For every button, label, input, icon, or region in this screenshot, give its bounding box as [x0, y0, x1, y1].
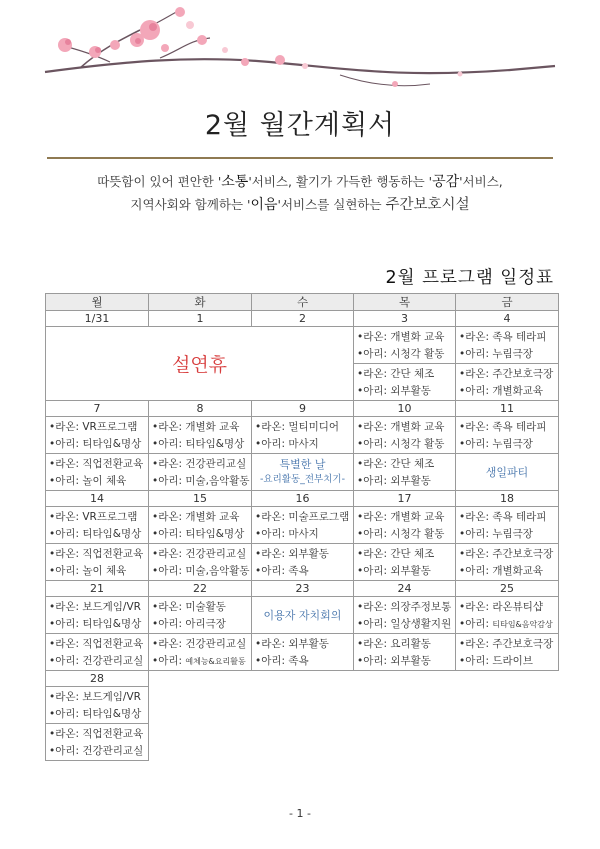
schedule-cell: •라온: 족욕 테라피 •아리: 누림극장	[456, 417, 559, 454]
holiday-cell: 설연휴	[46, 327, 354, 401]
date-cell: 7	[46, 401, 149, 417]
weekday-header: 수	[252, 294, 354, 311]
date-cell: 1	[149, 311, 252, 327]
date-cell: 18	[456, 491, 559, 507]
date-row	[46, 671, 559, 687]
schedule-cell: •라온: VR프로그램 •아리: 티타임&명상	[46, 417, 149, 454]
date-cell: 23	[252, 581, 354, 597]
date-cell: 17	[354, 491, 456, 507]
schedule-cell: •라온: 요리활동 •아리: 외부활동	[354, 634, 456, 671]
date-cell: 10	[354, 401, 456, 417]
schedule-cell: •라온: 건강관리교실 •아리: 예체능&요리활동	[149, 634, 252, 671]
special-event-cell: 특별한 날 -요리활동_전부치기-	[252, 454, 354, 491]
weekday-header: 목	[354, 294, 456, 311]
date-cell: 11	[456, 401, 559, 417]
slogan-line-2: 지역사회와 함께하는 '이음'서비스를 실현하는 주간보호시설	[130, 197, 470, 213]
schedule-cell: •라온: 개별화 교육 •아리: 티타임&명상	[149, 417, 252, 454]
schedule-cell: •라온: 미술활동 •아리: 아리극장	[149, 597, 252, 634]
date-cell: 25	[456, 581, 559, 597]
date-cell: 1/31	[46, 311, 149, 327]
schedule-cell: •라온: 주간보호극장 •아리: 드라이브	[456, 634, 559, 671]
schedule-cell: •라온: VR프로그램 •아리: 티타임&명상	[46, 507, 149, 544]
schedule-cell: •라온: 간단 체조 •아리: 외부활동	[354, 454, 456, 491]
empty-area	[149, 671, 559, 761]
schedule-cell: •라온: 외부활동 •아리: 족욕	[252, 634, 354, 671]
date-row	[46, 491, 559, 507]
schedule-cell: •라온: 직업전환교육 •아리: 놀이 체육	[46, 454, 149, 491]
schedule-cell: •라온: 족욕 테라피 •아리: 누림극장	[456, 327, 559, 364]
date-cell: 22	[149, 581, 252, 597]
special-event-cell: 이용자 자치회의	[252, 597, 354, 634]
date-row	[46, 581, 559, 597]
weekday-header: 월	[46, 294, 149, 311]
schedule-cell: •라온: 개별화 교육 •아리: 티타임&명상	[149, 507, 252, 544]
schedule-cell: •라온: 주간보호극장 •아리: 개별화교육	[456, 364, 559, 401]
weekday-header: 화	[149, 294, 252, 311]
special-event-cell: 생일파티	[456, 454, 559, 491]
cherry-blossom-branch-illustration	[40, 0, 560, 100]
schedule-cell: •라온: 족욕 테라피 •아리: 누림극장	[456, 507, 559, 544]
page-number: - 1 -	[289, 807, 311, 820]
schedule-cell: •라온: 직업전환교육 •아리: 건강관리교실	[46, 634, 149, 671]
schedule-cell: •라온: 개별화 교육 •아리: 시청각 활동	[354, 417, 456, 454]
schedule-cell: •라온: 간단 체조 •아리: 외부활동	[354, 544, 456, 581]
date-cell: 3	[354, 311, 456, 327]
schedule-cell: •라온: 외부활동 •아리: 족욕	[252, 544, 354, 581]
program-calendar	[45, 293, 559, 761]
schedule-cell: •라온: 건강관리교실 •아리: 미술,음악활동	[149, 544, 252, 581]
schedule-cell: •라온: 건강관리교실 •아리: 미술,음악활동	[149, 454, 252, 491]
schedule-title: 2월 프로그램 일정표	[385, 268, 554, 288]
schedule-cell: •라온: 미술프로그램 •아리: 마사지	[252, 507, 354, 544]
schedule-cell: •라온: 간단 체조 •아리: 외부활동	[354, 364, 456, 401]
date-cell: 24	[354, 581, 456, 597]
schedule-cell: •라온: 라온뷰티샵 •아리: 티타임&음악감상	[456, 597, 559, 634]
date-cell: 28	[46, 671, 149, 687]
schedule-cell: •라온: 개별화 교육 •아리: 시청각 활동	[354, 327, 456, 364]
schedule-cell: •라온: 직업전환교육 •아리: 놀이 체육	[46, 544, 149, 581]
date-cell: 15	[149, 491, 252, 507]
date-cell: 4	[456, 311, 559, 327]
page-title: 2월 월간계획서	[204, 110, 396, 141]
date-cell: 9	[252, 401, 354, 417]
schedule-cell: •라온: 멀티미디어 •아리: 마사지	[252, 417, 354, 454]
date-cell: 2	[252, 311, 354, 327]
schedule-cell: •라온: 주간보호극장 •아리: 개별화교육	[456, 544, 559, 581]
schedule-cell: •라온: 의장주정보통 •아리: 일상생활지원	[354, 597, 456, 634]
title-divider	[47, 157, 553, 159]
weekday-header: 금	[456, 294, 559, 311]
date-cell: 14	[46, 491, 149, 507]
schedule-cell: •라온: 보드게임/VR •아리: 티타임&명상	[46, 687, 149, 724]
date-row	[46, 311, 559, 327]
weekday-header-row	[46, 294, 559, 311]
date-row	[46, 401, 559, 417]
schedule-cell: •라온: 보드게임/VR •아리: 티타임&명상	[46, 597, 149, 634]
date-cell: 21	[46, 581, 149, 597]
schedule-cell: •라온: 개별화 교육 •아리: 시청각 활동	[354, 507, 456, 544]
slogan-line-1: 따뜻함이 있어 편안한 '소통'서비스, 활기가 가득한 행동하는 '공감'서비스,	[97, 174, 503, 190]
date-cell: 16	[252, 491, 354, 507]
schedule-cell: •라온: 직업전환교육 •아리: 건강관리교실	[46, 724, 149, 761]
date-cell: 8	[149, 401, 252, 417]
